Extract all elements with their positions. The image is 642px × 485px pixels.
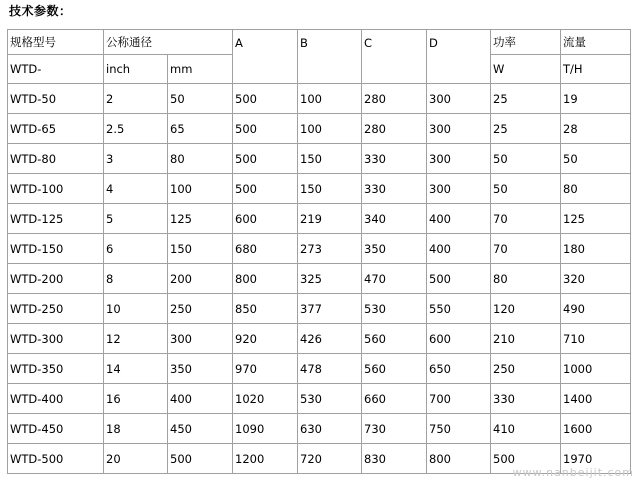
cell-inch: 2.5 [104, 114, 168, 144]
header-c: C [362, 30, 427, 84]
cell-flow: 125 [561, 204, 631, 234]
cell-b: 150 [298, 174, 362, 204]
watermark: www.nanbeijit.com [512, 466, 634, 479]
header-flow: 流量 [561, 30, 631, 55]
cell-d: 300 [427, 144, 491, 174]
cell-b: 478 [298, 354, 362, 384]
cell-flow: 1970 [561, 444, 631, 474]
cell-power: 50 [491, 144, 561, 174]
cell-c: 350 [362, 234, 427, 264]
section-heading: 技术参数： [9, 4, 72, 18]
cell-a: 920 [233, 324, 298, 354]
header-mm: mm [168, 55, 233, 84]
cell-flow: 80 [561, 174, 631, 204]
cell-model: WTD-250 [8, 294, 104, 324]
table-row [8, 324, 631, 354]
cell-inch: 3 [104, 144, 168, 174]
cell-flow: 1000 [561, 354, 631, 384]
cell-inch: 2 [104, 84, 168, 114]
cell-a: 500 [233, 144, 298, 174]
cell-mm: 450 [168, 414, 233, 444]
cell-power: 210 [491, 324, 561, 354]
cell-c: 280 [362, 84, 427, 114]
cell-power: 70 [491, 234, 561, 264]
cell-model: WTD-150 [8, 234, 104, 264]
cell-power: 25 [491, 84, 561, 114]
technical-parameters-table [7, 29, 631, 474]
cell-a: 600 [233, 204, 298, 234]
cell-inch: 8 [104, 264, 168, 294]
header-d: D [427, 30, 491, 84]
cell-mm: 150 [168, 234, 233, 264]
cell-model: WTD-400 [8, 384, 104, 414]
table-row [8, 174, 631, 204]
cell-b: 219 [298, 204, 362, 234]
cell-mm: 500 [168, 444, 233, 474]
header-inch: inch [104, 55, 168, 84]
cell-b: 426 [298, 324, 362, 354]
table-header-row-1 [8, 30, 631, 55]
cell-power: 25 [491, 114, 561, 144]
cell-flow: 490 [561, 294, 631, 324]
cell-inch: 20 [104, 444, 168, 474]
cell-c: 330 [362, 144, 427, 174]
cell-mm: 300 [168, 324, 233, 354]
cell-inch: 16 [104, 384, 168, 414]
cell-b: 100 [298, 114, 362, 144]
cell-d: 500 [427, 264, 491, 294]
cell-mm: 100 [168, 174, 233, 204]
cell-model: WTD-300 [8, 324, 104, 354]
cell-inch: 14 [104, 354, 168, 384]
cell-a: 970 [233, 354, 298, 384]
cell-c: 560 [362, 354, 427, 384]
cell-model: WTD-100 [8, 174, 104, 204]
cell-c: 830 [362, 444, 427, 474]
cell-flow: 1400 [561, 384, 631, 414]
cell-b: 630 [298, 414, 362, 444]
cell-power: 500 [491, 444, 561, 474]
cell-model: WTD-450 [8, 414, 104, 444]
cell-c: 560 [362, 324, 427, 354]
cell-c: 470 [362, 264, 427, 294]
cell-power: 50 [491, 174, 561, 204]
table-row [8, 354, 631, 384]
table-row [8, 84, 631, 114]
header-model: 规格型号 [8, 30, 104, 55]
header-a: A [233, 30, 298, 84]
cell-power: 330 [491, 384, 561, 414]
cell-mm: 350 [168, 354, 233, 384]
cell-power: 120 [491, 294, 561, 324]
cell-c: 280 [362, 114, 427, 144]
cell-model: WTD-125 [8, 204, 104, 234]
header-nominal-diameter: 公称通径 [104, 30, 233, 55]
cell-b: 720 [298, 444, 362, 474]
table-row [8, 294, 631, 324]
header-b: B [298, 30, 362, 84]
cell-c: 660 [362, 384, 427, 414]
cell-power: 80 [491, 264, 561, 294]
table-row [8, 204, 631, 234]
cell-power: 410 [491, 414, 561, 444]
table-row [8, 264, 631, 294]
cell-d: 300 [427, 114, 491, 144]
cell-d: 550 [427, 294, 491, 324]
cell-d: 400 [427, 234, 491, 264]
table-row [8, 234, 631, 264]
table-row [8, 114, 631, 144]
cell-d: 300 [427, 84, 491, 114]
cell-a: 500 [233, 114, 298, 144]
cell-a: 1090 [233, 414, 298, 444]
cell-inch: 5 [104, 204, 168, 234]
header-power: 功率 [491, 30, 561, 55]
cell-power: 250 [491, 354, 561, 384]
cell-c: 340 [362, 204, 427, 234]
cell-d: 650 [427, 354, 491, 384]
cell-flow: 1600 [561, 414, 631, 444]
cell-flow: 50 [561, 144, 631, 174]
cell-b: 273 [298, 234, 362, 264]
header-power-unit: W [491, 55, 561, 84]
cell-d: 800 [427, 444, 491, 474]
cell-model: WTD-65 [8, 114, 104, 144]
cell-flow: 320 [561, 264, 631, 294]
cell-inch: 18 [104, 414, 168, 444]
table-row [8, 144, 631, 174]
cell-mm: 65 [168, 114, 233, 144]
cell-inch: 6 [104, 234, 168, 264]
cell-model: WTD-350 [8, 354, 104, 384]
table-row [8, 414, 631, 444]
cell-c: 330 [362, 174, 427, 204]
cell-model: WTD-200 [8, 264, 104, 294]
cell-b: 325 [298, 264, 362, 294]
cell-inch: 10 [104, 294, 168, 324]
cell-b: 100 [298, 84, 362, 114]
cell-power: 70 [491, 204, 561, 234]
cell-mm: 400 [168, 384, 233, 414]
cell-mm: 80 [168, 144, 233, 174]
cell-model: WTD-50 [8, 84, 104, 114]
cell-d: 750 [427, 414, 491, 444]
header-model-prefix: WTD- [8, 55, 104, 84]
cell-b: 530 [298, 384, 362, 414]
cell-flow: 710 [561, 324, 631, 354]
cell-a: 500 [233, 174, 298, 204]
cell-inch: 12 [104, 324, 168, 354]
cell-mm: 125 [168, 204, 233, 234]
cell-a: 1200 [233, 444, 298, 474]
cell-mm: 200 [168, 264, 233, 294]
cell-mm: 50 [168, 84, 233, 114]
cell-d: 300 [427, 174, 491, 204]
cell-c: 530 [362, 294, 427, 324]
cell-mm: 250 [168, 294, 233, 324]
header-flow-unit: T/H [561, 55, 631, 84]
cell-flow: 19 [561, 84, 631, 114]
cell-inch: 4 [104, 174, 168, 204]
cell-d: 600 [427, 324, 491, 354]
cell-b: 150 [298, 144, 362, 174]
cell-b: 377 [298, 294, 362, 324]
cell-a: 800 [233, 264, 298, 294]
cell-model: WTD-80 [8, 144, 104, 174]
cell-flow: 28 [561, 114, 631, 144]
cell-a: 500 [233, 84, 298, 114]
cell-a: 850 [233, 294, 298, 324]
table-row [8, 384, 631, 414]
cell-a: 680 [233, 234, 298, 264]
cell-a: 1020 [233, 384, 298, 414]
cell-d: 700 [427, 384, 491, 414]
cell-model: WTD-500 [8, 444, 104, 474]
cell-d: 400 [427, 204, 491, 234]
cell-c: 730 [362, 414, 427, 444]
cell-flow: 180 [561, 234, 631, 264]
